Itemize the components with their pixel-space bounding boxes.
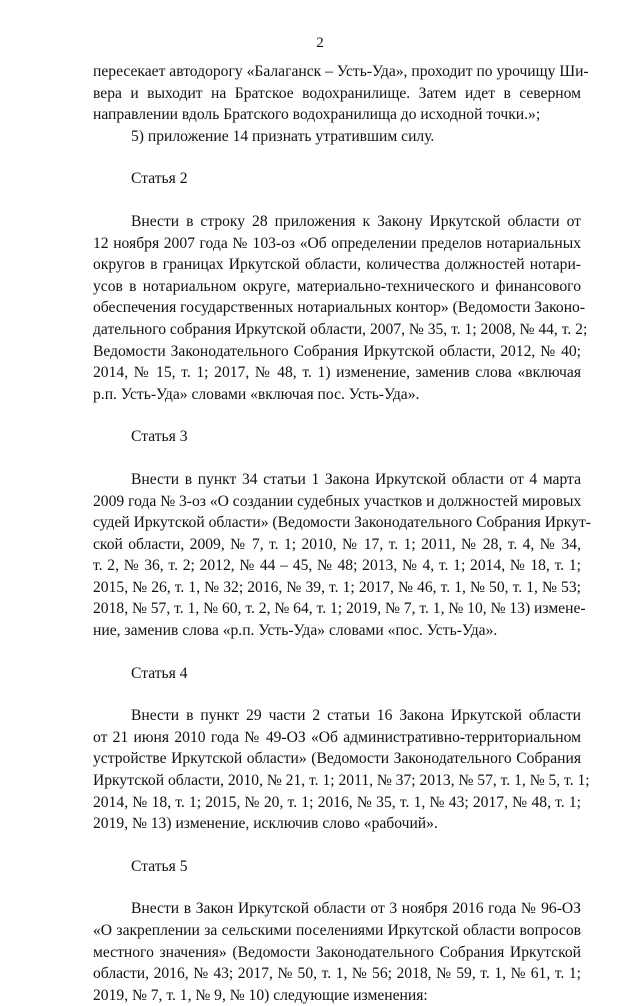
article-heading: Статья 4 — [131, 664, 188, 682]
text-line: от 21 июня 2010 года № 49-ОЗ «Об административно-территориальном — [93, 728, 581, 746]
text-line: усов в нотариальном округе, материально-технического и финансового — [93, 277, 581, 295]
text-line: р.п. Усть-Уда» словами «включая пос. Усть-Уда». — [93, 385, 420, 403]
article-heading: Статья 2 — [131, 170, 188, 188]
text-line: Внести в Закон Иркутской области от 3 ноября 2016 года № 96-ОЗ — [131, 900, 581, 918]
paragraph — [93, 705, 590, 835]
text-line: 2014, № 15, т. 1; 2017, № 48, т. 1) изменение, заменив слова «включая — [93, 364, 581, 382]
text-line: 2015, № 26, т. 1, № 32; 2016, № 39, т. 1; 2017, № 46, т. 1, № 50, т. 1, № 53; — [93, 578, 581, 596]
text-line: Иркутской области, 2010, № 21, т. 1; 2011, № 37; 2013, № 57, т. 1, № 5, т. 1; — [93, 772, 590, 790]
text-line: Внести в пункт 34 статьи 1 Закона Иркутской области от 4 марта — [131, 470, 581, 488]
text-line: 12 ноября 2007 года № 103-оз «Об определении пределов нотариальных — [93, 234, 581, 252]
text-line: направлении вдоль Братского водохранилища до исходной точки.»; — [93, 106, 541, 124]
document-body — [93, 61, 591, 1006]
text-line: местного значения» (Ведомости Законодательного Собрания Иркутской — [93, 943, 581, 961]
text-line: 2018, № 57, т. 1, № 60, т. 2, № 64, т. 1; 2019, № 7, т. 1, № 10, № 13) измене- — [93, 600, 586, 618]
text-line: ние, заменив слова «р.п. Усть-Уда» словами «пос. Усть-Уда». — [93, 622, 498, 640]
text-line: пересекает автодорогу «Балаганск – Усть-Уда», проходит по урочищу Ши- — [93, 63, 589, 80]
text-line: дательного собрания Иркутской области, 2007, № 35, т. 1; 2008, № 44, т. 2; — [93, 320, 588, 338]
text-line: Внести в пункт 29 части 2 статьи 16 Закона Иркутской области — [131, 707, 581, 725]
article-heading: Статья 3 — [131, 428, 188, 446]
text-line: области, 2016, № 43; 2017, № 50, т. 1, № 56; 2018, № 59, т. 1, № 61, т. 1; — [93, 965, 581, 983]
paragraph — [93, 61, 589, 126]
text-line: обеспечения государственных нотариальных контор» (Ведомости Законо- — [93, 299, 586, 317]
paragraph — [93, 469, 591, 642]
paragraph — [93, 898, 581, 1006]
text-line: вера и выходит на Братское водохранилище. Затем идет в северном — [93, 84, 581, 102]
text-line: округов в границах Иркутской области, количества должностей нотари- — [93, 256, 581, 274]
page-number: 2 — [316, 35, 324, 51]
text-line: судей Иркутской области» (Ведомости Законодательного Собрания Иркут- — [93, 514, 591, 532]
text-line: Ведомости Законодательного Собрания Иркутской области, 2012, № 40; — [93, 342, 581, 360]
text-line: «О закреплении за сельскими поселениями Иркутской области вопросов — [93, 922, 581, 939]
text-line: устройстве Иркутской области» (Ведомости Законодательного Собрания — [93, 750, 581, 768]
paragraph — [93, 211, 588, 405]
article-heading: Статья 5 — [131, 857, 188, 875]
text-line: Внести в строку 28 приложения к Закону Иркутской области от — [131, 212, 581, 230]
text-line: 2009 года № 3-оз «О создании судебных участков и должностей мировых — [93, 492, 582, 510]
text-line: 2014, № 18, т. 1; 2015, № 20, т. 1; 2016, № 35, т. 1, № 43; 2017, № 48, т. 1; — [93, 793, 581, 811]
text-line: 5) приложение 14 признать утратившим силу. — [131, 127, 435, 145]
paragraph — [93, 126, 581, 148]
text-line: 2019, № 13) изменение, исключив слово «рабочий». — [93, 815, 438, 833]
text-line: т. 2, № 36, т. 2; 2012, № 44 – 45, № 48; 2013, № 4, т. 1; 2014, № 18, т. 1; — [93, 557, 581, 575]
text-line: 2019, № 7, т. 1, № 9, № 10) следующие изменения: — [93, 986, 428, 1004]
text-line: ской области, 2009, № 7, т. 1; 2010, № 17, т. 1; 2011, № 28, т. 4, № 34, — [93, 535, 581, 553]
